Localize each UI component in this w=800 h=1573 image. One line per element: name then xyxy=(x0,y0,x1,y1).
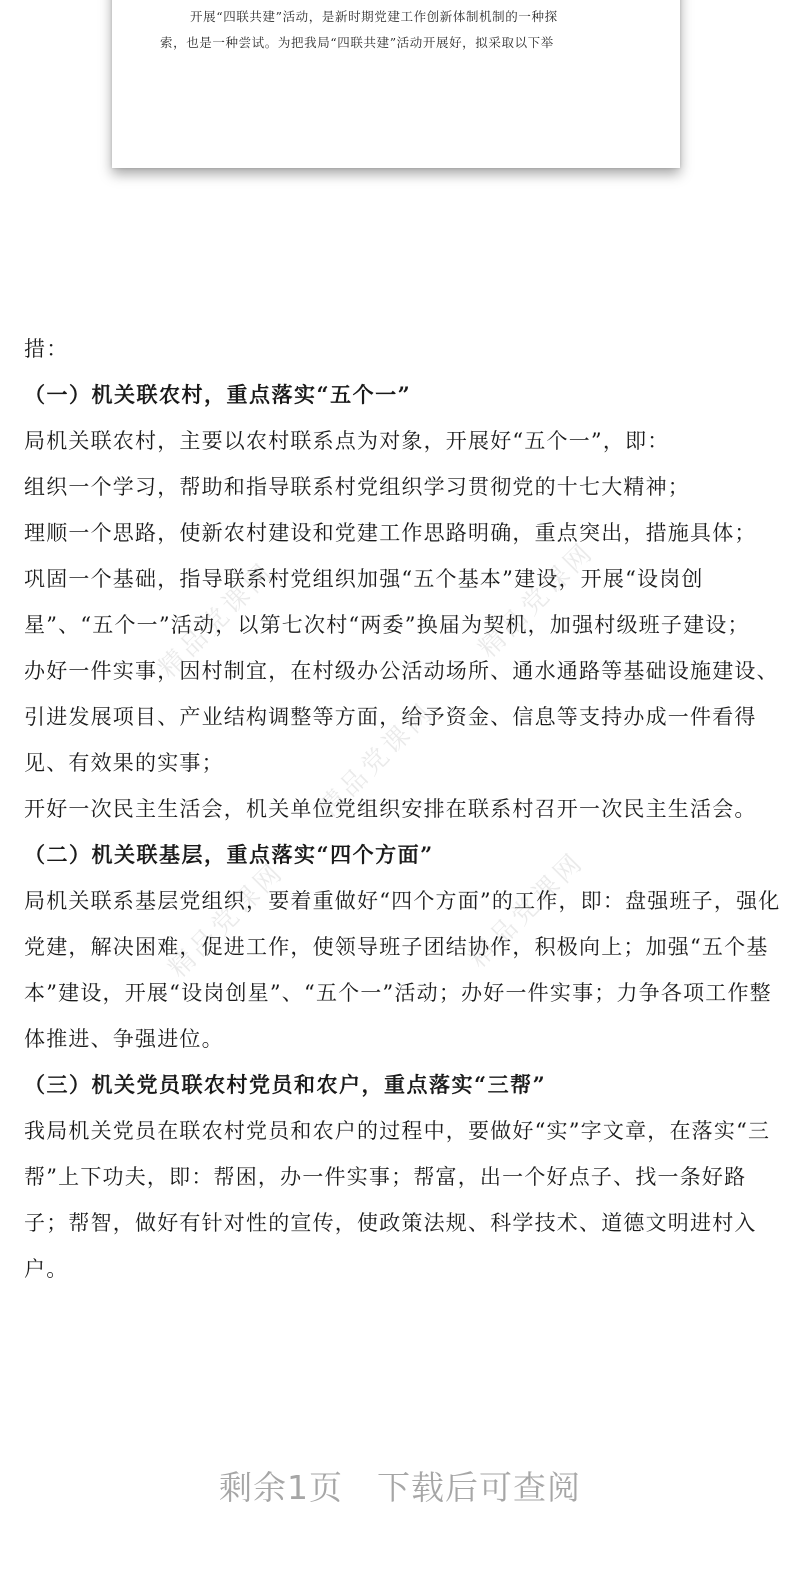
paragraph: 办好一件实事，因村制宜，在村级办公活动场所、通水通路等基础设施建设、引进发展项目、产业结构调整等方面，给予资金、信息等支持办成一件看得见、有效果的实事； xyxy=(24,659,779,775)
watermark: 精品党课网 xyxy=(153,556,281,684)
paragraph: 巩固一个基础，指导联系村党组织加强“五个基本”建设，开展“设岗创星”、“五个一”活动，以第七次村“两委”换届为契机，加强村级班子建设； xyxy=(24,567,750,637)
paragraph: 局机关联系基层党组织，要着重做好“四个方面”的工作，即：盘强班子，强化党建，解决困难，促进工作，使领导班子团结协作，积极向上；加强“五个基本”建设，开展“设岗创星”、“五个一”活动；办好一件实事；力争各项工作整体推进、争强进位。 xyxy=(24,889,781,1051)
watermark: 精品党课网 xyxy=(463,846,591,974)
preview-line-2: 索，也是一种尝试。为把我局“四联共建”活动开展好，拟采取以下举 xyxy=(160,35,554,50)
download-prompt[interactable] xyxy=(0,1462,800,1509)
preview-line-1: 开展“四联共建”活动，是新时期党建工作创新体制机制的一种探 xyxy=(190,9,558,24)
paragraph: 组织一个学习，帮助和指导联系村党组织学习贯彻党的十七大精神； xyxy=(24,475,690,499)
watermark: 精品党课网 xyxy=(313,696,441,824)
section-heading-1: （一）机关联农村，重点落实“五个一” xyxy=(24,382,412,407)
document-body xyxy=(24,326,784,1292)
paragraph: 局机关联农村，主要以农村联系点为对象，开展好“五个一”，即： xyxy=(24,429,670,453)
paragraph: 我局机关党员在联农村党员和农户的过程中，要做好“实”字文章，在落实“三帮”上下功夫，即：帮困，办一件实事；帮富，出一个好点子、找一条好路子；帮智，做好有针对性的宣传，使政策法规、科学技术、道德文明进村入户。 xyxy=(24,1119,771,1281)
download-to-view-label: 下载后可查阅 xyxy=(377,1468,581,1507)
watermark: 精品党课网 xyxy=(473,536,601,664)
preview-text xyxy=(160,4,640,56)
watermark: 精品党课网 xyxy=(163,856,291,984)
remaining-pages-label: 剩余1页 xyxy=(219,1468,343,1507)
page-preview-card xyxy=(112,0,680,168)
section-heading-2: （二）机关联基层，重点落实“四个方面” xyxy=(24,842,434,867)
paragraph: 措： xyxy=(24,337,69,361)
paragraph: 理顺一个思路，使新农村建设和党建工作思路明确，重点突出，措施具体； xyxy=(24,521,757,545)
section-heading-3: （三）机关党员联农村党员和农户，重点落实“三帮” xyxy=(24,1072,547,1097)
paragraph: 开好一次民主生活会，机关单位党组织安排在联系村召开一次民主生活会。 xyxy=(24,797,757,821)
